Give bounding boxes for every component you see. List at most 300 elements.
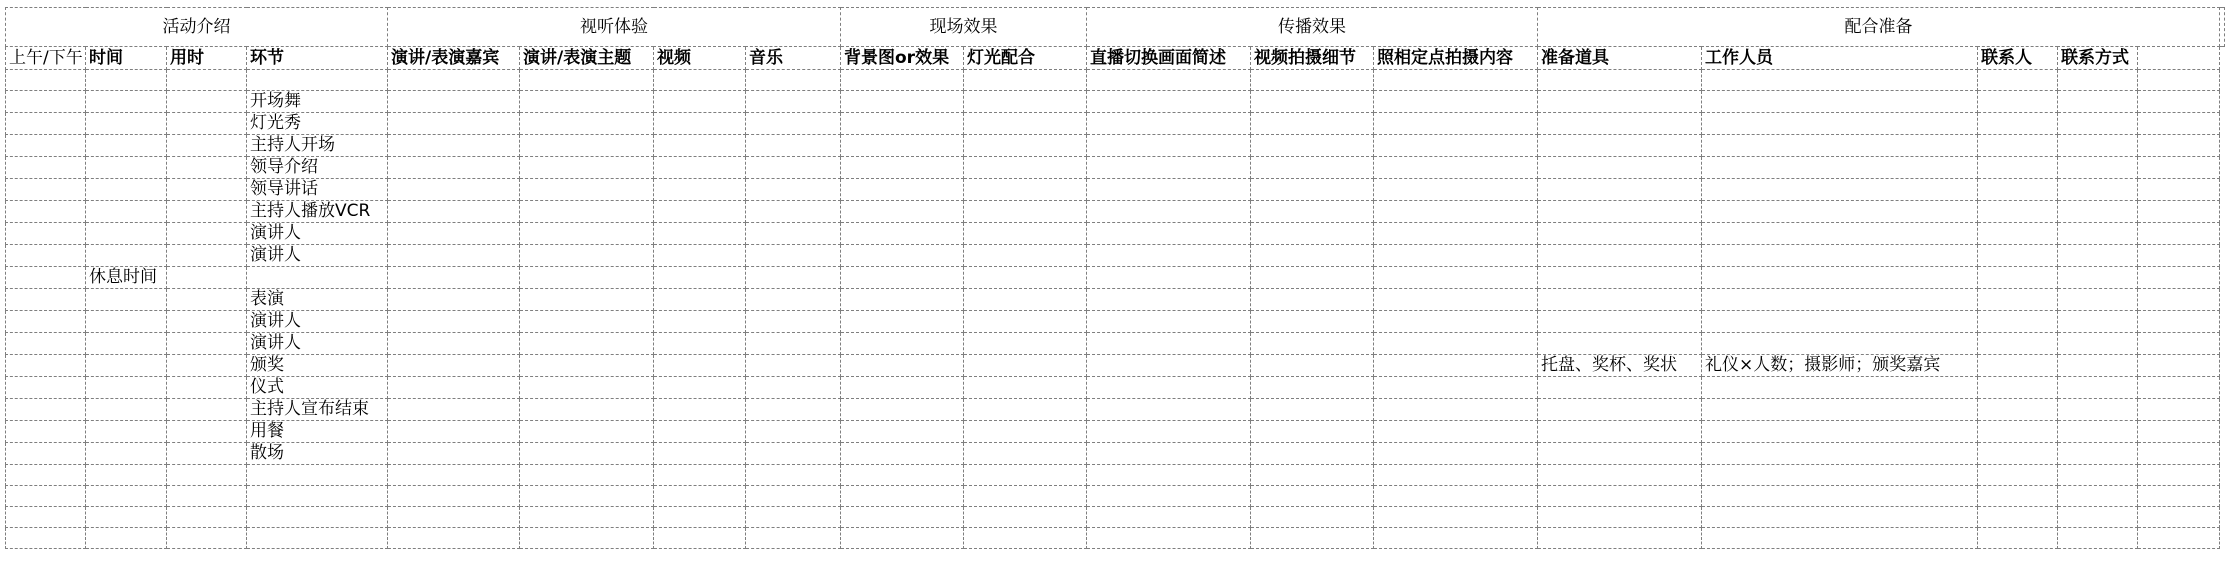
table-cell[interactable] bbox=[841, 157, 964, 179]
table-cell[interactable] bbox=[388, 311, 520, 333]
table-cell[interactable] bbox=[388, 135, 520, 157]
table-cell[interactable] bbox=[841, 399, 964, 421]
table-cell[interactable] bbox=[1538, 507, 1702, 528]
table-cell[interactable] bbox=[1978, 135, 2058, 157]
table-cell[interactable] bbox=[167, 223, 247, 245]
table-cell[interactable] bbox=[2058, 421, 2138, 443]
table-cell[interactable] bbox=[167, 245, 247, 267]
table-cell[interactable] bbox=[1702, 289, 1978, 311]
table-cell[interactable] bbox=[388, 528, 520, 549]
table-cell[interactable] bbox=[86, 377, 167, 399]
column-header-cell[interactable]: 准备道具 bbox=[1538, 47, 1702, 70]
table-cell[interactable] bbox=[388, 333, 520, 355]
table-cell[interactable] bbox=[2058, 135, 2138, 157]
table-cell[interactable] bbox=[841, 179, 964, 201]
table-cell[interactable] bbox=[167, 507, 247, 528]
table-cell[interactable] bbox=[1978, 421, 2058, 443]
table-cell[interactable] bbox=[746, 289, 841, 311]
table-cell[interactable] bbox=[1538, 486, 1702, 507]
table-cell[interactable] bbox=[2058, 355, 2138, 377]
table-cell[interactable]: 用餐 bbox=[247, 421, 388, 443]
table-cell[interactable] bbox=[86, 245, 167, 267]
group-header-empty-cell[interactable] bbox=[2220, 8, 2225, 47]
table-cell[interactable] bbox=[1251, 289, 1374, 311]
table-cell[interactable] bbox=[167, 157, 247, 179]
table-cell[interactable] bbox=[2138, 465, 2220, 486]
table-cell[interactable] bbox=[520, 333, 654, 355]
table-cell[interactable] bbox=[964, 113, 1087, 135]
table-cell[interactable]: 演讲人 bbox=[247, 333, 388, 355]
table-cell[interactable] bbox=[520, 486, 654, 507]
table-cell[interactable] bbox=[746, 421, 841, 443]
table-cell[interactable] bbox=[654, 201, 746, 223]
table-cell[interactable] bbox=[1251, 91, 1374, 113]
table-cell[interactable] bbox=[388, 179, 520, 201]
table-cell[interactable] bbox=[1087, 507, 1251, 528]
table-cell[interactable] bbox=[6, 201, 86, 223]
table-cell[interactable] bbox=[1087, 421, 1251, 443]
table-cell[interactable] bbox=[1087, 179, 1251, 201]
column-header-cell[interactable]: 灯光配合 bbox=[964, 47, 1087, 70]
table-cell[interactable] bbox=[6, 91, 86, 113]
table-cell[interactable] bbox=[1978, 179, 2058, 201]
table-cell[interactable] bbox=[654, 289, 746, 311]
table-cell[interactable] bbox=[167, 486, 247, 507]
table-cell[interactable] bbox=[964, 377, 1087, 399]
table-cell[interactable]: 开场舞 bbox=[247, 91, 388, 113]
column-header-cell[interactable]: 视频拍摄细节 bbox=[1251, 47, 1374, 70]
table-cell[interactable] bbox=[6, 399, 86, 421]
table-cell[interactable] bbox=[1978, 507, 2058, 528]
table-cell[interactable] bbox=[1702, 179, 1978, 201]
table-cell[interactable] bbox=[1087, 267, 1251, 289]
table-cell[interactable] bbox=[167, 267, 247, 289]
table-cell[interactable] bbox=[1538, 289, 1702, 311]
table-cell[interactable] bbox=[388, 355, 520, 377]
table-cell[interactable] bbox=[247, 528, 388, 549]
table-cell[interactable] bbox=[841, 377, 964, 399]
table-cell[interactable] bbox=[2058, 377, 2138, 399]
table-cell[interactable] bbox=[964, 289, 1087, 311]
table-cell[interactable] bbox=[2138, 201, 2220, 223]
table-cell[interactable] bbox=[1087, 157, 1251, 179]
table-cell[interactable] bbox=[167, 465, 247, 486]
table-cell[interactable] bbox=[746, 223, 841, 245]
table-cell[interactable] bbox=[841, 135, 964, 157]
table-cell[interactable] bbox=[1538, 311, 1702, 333]
table-cell[interactable] bbox=[247, 70, 388, 91]
table-cell[interactable] bbox=[1374, 135, 1538, 157]
table-cell[interactable] bbox=[2138, 377, 2220, 399]
table-cell[interactable] bbox=[841, 507, 964, 528]
table-cell[interactable] bbox=[1374, 399, 1538, 421]
table-cell[interactable] bbox=[520, 399, 654, 421]
column-header-cell[interactable]: 视频 bbox=[654, 47, 746, 70]
table-cell[interactable] bbox=[2058, 528, 2138, 549]
table-cell[interactable] bbox=[964, 91, 1087, 113]
table-cell[interactable] bbox=[1374, 267, 1538, 289]
table-cell[interactable] bbox=[86, 333, 167, 355]
table-cell[interactable] bbox=[1251, 201, 1374, 223]
table-cell[interactable] bbox=[520, 201, 654, 223]
table-cell[interactable] bbox=[1702, 157, 1978, 179]
column-header-cell[interactable]: 工作人员 bbox=[1702, 47, 1978, 70]
table-cell[interactable] bbox=[2138, 245, 2220, 267]
table-cell[interactable] bbox=[6, 311, 86, 333]
table-cell[interactable] bbox=[964, 201, 1087, 223]
table-cell[interactable] bbox=[520, 311, 654, 333]
table-cell[interactable] bbox=[86, 421, 167, 443]
column-header-cell[interactable]: 直播切换画面简述 bbox=[1087, 47, 1251, 70]
table-cell[interactable] bbox=[2058, 465, 2138, 486]
table-cell[interactable] bbox=[1702, 267, 1978, 289]
table-cell[interactable] bbox=[2138, 421, 2220, 443]
table-cell[interactable] bbox=[1702, 70, 1978, 91]
table-cell[interactable]: 休息时间 bbox=[86, 267, 167, 289]
table-cell[interactable] bbox=[86, 157, 167, 179]
table-cell[interactable] bbox=[1374, 333, 1538, 355]
table-cell[interactable] bbox=[654, 311, 746, 333]
table-cell[interactable] bbox=[654, 465, 746, 486]
table-cell[interactable] bbox=[388, 486, 520, 507]
table-cell[interactable] bbox=[964, 311, 1087, 333]
table-cell[interactable] bbox=[1702, 333, 1978, 355]
table-cell[interactable] bbox=[6, 333, 86, 355]
table-cell[interactable] bbox=[167, 91, 247, 113]
table-cell[interactable] bbox=[167, 70, 247, 91]
table-cell[interactable]: 表演 bbox=[247, 289, 388, 311]
table-cell[interactable] bbox=[86, 289, 167, 311]
table-cell[interactable] bbox=[2058, 223, 2138, 245]
table-cell[interactable] bbox=[388, 289, 520, 311]
table-cell[interactable] bbox=[167, 528, 247, 549]
table-cell[interactable] bbox=[1087, 289, 1251, 311]
table-cell[interactable] bbox=[841, 443, 964, 465]
table-cell[interactable] bbox=[167, 179, 247, 201]
table-cell[interactable] bbox=[1538, 528, 1702, 549]
table-cell[interactable] bbox=[6, 465, 86, 486]
table-cell[interactable] bbox=[654, 245, 746, 267]
table-cell[interactable] bbox=[964, 421, 1087, 443]
table-cell[interactable] bbox=[2138, 91, 2220, 113]
table-cell[interactable] bbox=[86, 135, 167, 157]
table-cell[interactable] bbox=[1374, 528, 1538, 549]
table-cell[interactable] bbox=[520, 113, 654, 135]
table-cell[interactable] bbox=[2058, 179, 2138, 201]
table-cell[interactable] bbox=[1978, 245, 2058, 267]
table-cell[interactable] bbox=[1087, 311, 1251, 333]
column-header-cell[interactable]: 背景图or效果 bbox=[841, 47, 964, 70]
table-cell[interactable] bbox=[520, 421, 654, 443]
table-cell[interactable] bbox=[1978, 201, 2058, 223]
table-cell[interactable] bbox=[6, 267, 86, 289]
table-cell[interactable] bbox=[1374, 289, 1538, 311]
table-cell[interactable] bbox=[1702, 245, 1978, 267]
table-cell[interactable] bbox=[388, 70, 520, 91]
table-cell[interactable] bbox=[2058, 201, 2138, 223]
table-cell[interactable] bbox=[746, 179, 841, 201]
table-cell[interactable] bbox=[1538, 113, 1702, 135]
table-cell[interactable] bbox=[654, 70, 746, 91]
table-cell[interactable] bbox=[964, 135, 1087, 157]
table-cell[interactable] bbox=[1251, 465, 1374, 486]
table-cell[interactable] bbox=[86, 443, 167, 465]
table-cell[interactable] bbox=[1702, 399, 1978, 421]
table-cell[interactable] bbox=[520, 91, 654, 113]
table-cell[interactable] bbox=[1087, 135, 1251, 157]
table-cell[interactable] bbox=[1702, 377, 1978, 399]
table-cell[interactable] bbox=[2138, 443, 2220, 465]
table-cell[interactable] bbox=[520, 443, 654, 465]
table-cell[interactable] bbox=[1374, 157, 1538, 179]
table-cell[interactable] bbox=[1978, 465, 2058, 486]
table-cell[interactable] bbox=[964, 333, 1087, 355]
table-cell[interactable] bbox=[654, 135, 746, 157]
table-cell[interactable] bbox=[841, 528, 964, 549]
table-cell[interactable] bbox=[746, 377, 841, 399]
table-cell[interactable] bbox=[841, 201, 964, 223]
table-cell[interactable] bbox=[520, 528, 654, 549]
table-cell[interactable] bbox=[2138, 267, 2220, 289]
table-cell[interactable] bbox=[86, 223, 167, 245]
table-cell[interactable] bbox=[841, 421, 964, 443]
table-cell[interactable] bbox=[86, 399, 167, 421]
table-cell[interactable] bbox=[654, 486, 746, 507]
table-cell[interactable] bbox=[746, 399, 841, 421]
table-cell[interactable] bbox=[167, 289, 247, 311]
table-cell[interactable] bbox=[2138, 311, 2220, 333]
table-cell[interactable] bbox=[1374, 179, 1538, 201]
table-cell[interactable] bbox=[2058, 267, 2138, 289]
table-cell[interactable] bbox=[1087, 486, 1251, 507]
table-cell[interactable] bbox=[841, 486, 964, 507]
group-header-cell[interactable]: 现场效果 bbox=[841, 8, 1087, 47]
table-cell[interactable] bbox=[1702, 528, 1978, 549]
table-cell[interactable] bbox=[2058, 289, 2138, 311]
table-cell[interactable] bbox=[1374, 377, 1538, 399]
table-cell[interactable] bbox=[1702, 201, 1978, 223]
table-cell[interactable] bbox=[1087, 333, 1251, 355]
table-cell[interactable] bbox=[520, 355, 654, 377]
table-cell[interactable] bbox=[654, 421, 746, 443]
table-cell[interactable] bbox=[1538, 223, 1702, 245]
table-cell[interactable] bbox=[841, 70, 964, 91]
table-cell[interactable] bbox=[1978, 443, 2058, 465]
table-cell[interactable] bbox=[1251, 443, 1374, 465]
table-cell[interactable] bbox=[841, 465, 964, 486]
table-cell[interactable] bbox=[1978, 267, 2058, 289]
table-cell[interactable] bbox=[1374, 507, 1538, 528]
table-cell[interactable] bbox=[1978, 70, 2058, 91]
table-cell[interactable] bbox=[86, 201, 167, 223]
table-cell[interactable] bbox=[654, 443, 746, 465]
table-cell[interactable] bbox=[2138, 507, 2220, 528]
table-cell[interactable] bbox=[654, 377, 746, 399]
table-cell[interactable] bbox=[746, 528, 841, 549]
table-cell[interactable] bbox=[1702, 135, 1978, 157]
table-cell[interactable] bbox=[746, 486, 841, 507]
table-cell[interactable] bbox=[1251, 157, 1374, 179]
table-cell[interactable] bbox=[1251, 311, 1374, 333]
table-cell[interactable] bbox=[520, 70, 654, 91]
table-cell[interactable] bbox=[2138, 528, 2220, 549]
table-cell[interactable] bbox=[1538, 267, 1702, 289]
table-cell[interactable] bbox=[2138, 486, 2220, 507]
table-cell[interactable] bbox=[1538, 157, 1702, 179]
table-cell[interactable] bbox=[6, 377, 86, 399]
table-cell[interactable] bbox=[1251, 245, 1374, 267]
table-cell[interactable] bbox=[167, 443, 247, 465]
table-cell[interactable] bbox=[2058, 113, 2138, 135]
table-cell[interactable] bbox=[86, 179, 167, 201]
table-cell[interactable] bbox=[86, 91, 167, 113]
table-cell[interactable] bbox=[388, 113, 520, 135]
table-cell[interactable] bbox=[167, 135, 247, 157]
table-cell[interactable] bbox=[2138, 223, 2220, 245]
table-cell[interactable] bbox=[746, 311, 841, 333]
table-cell[interactable]: 颁奖 bbox=[247, 355, 388, 377]
table-cell[interactable] bbox=[654, 333, 746, 355]
column-header-cell[interactable]: 照相定点拍摄内容 bbox=[1374, 47, 1538, 70]
column-header-cell[interactable]: 用时 bbox=[167, 47, 247, 70]
table-cell[interactable] bbox=[964, 70, 1087, 91]
table-cell[interactable] bbox=[6, 421, 86, 443]
table-cell[interactable] bbox=[2058, 486, 2138, 507]
table-cell[interactable] bbox=[841, 223, 964, 245]
table-cell[interactable] bbox=[1374, 421, 1538, 443]
table-cell[interactable] bbox=[1702, 223, 1978, 245]
table-cell[interactable] bbox=[1251, 179, 1374, 201]
table-cell[interactable] bbox=[654, 113, 746, 135]
table-cell[interactable] bbox=[388, 245, 520, 267]
table-cell[interactable]: 领导讲话 bbox=[247, 179, 388, 201]
table-cell[interactable] bbox=[1538, 443, 1702, 465]
table-cell[interactable] bbox=[1538, 377, 1702, 399]
table-cell[interactable]: 礼仪×人数；摄影师；颁奖嘉宾 bbox=[1702, 355, 1978, 377]
table-cell[interactable] bbox=[6, 223, 86, 245]
table-cell[interactable] bbox=[1087, 201, 1251, 223]
table-cell[interactable] bbox=[6, 135, 86, 157]
column-header-cell[interactable]: 音乐 bbox=[746, 47, 841, 70]
table-cell[interactable] bbox=[388, 157, 520, 179]
table-cell[interactable] bbox=[1702, 113, 1978, 135]
table-cell[interactable] bbox=[6, 113, 86, 135]
table-cell[interactable] bbox=[6, 70, 86, 91]
table-cell[interactable] bbox=[746, 465, 841, 486]
table-cell[interactable] bbox=[841, 289, 964, 311]
table-cell[interactable] bbox=[1978, 157, 2058, 179]
table-cell[interactable] bbox=[654, 91, 746, 113]
table-cell[interactable] bbox=[654, 528, 746, 549]
table-cell[interactable] bbox=[1374, 113, 1538, 135]
table-cell[interactable] bbox=[1702, 507, 1978, 528]
table-cell[interactable] bbox=[167, 311, 247, 333]
table-cell[interactable] bbox=[167, 421, 247, 443]
table-cell[interactable] bbox=[1538, 421, 1702, 443]
table-cell[interactable] bbox=[1538, 399, 1702, 421]
table-cell[interactable] bbox=[6, 528, 86, 549]
table-cell[interactable] bbox=[1251, 113, 1374, 135]
table-cell[interactable]: 演讲人 bbox=[247, 311, 388, 333]
table-cell[interactable] bbox=[654, 267, 746, 289]
table-cell[interactable] bbox=[1374, 223, 1538, 245]
table-cell[interactable]: 灯光秀 bbox=[247, 113, 388, 135]
table-cell[interactable] bbox=[746, 91, 841, 113]
table-cell[interactable] bbox=[1087, 528, 1251, 549]
table-cell[interactable] bbox=[520, 267, 654, 289]
table-cell[interactable] bbox=[2138, 333, 2220, 355]
table-cell[interactable] bbox=[2058, 157, 2138, 179]
table-cell[interactable] bbox=[2058, 70, 2138, 91]
column-header-cell[interactable]: 联系人 bbox=[1978, 47, 2058, 70]
table-cell[interactable] bbox=[86, 528, 167, 549]
table-cell[interactable]: 领导介绍 bbox=[247, 157, 388, 179]
table-cell[interactable] bbox=[1374, 201, 1538, 223]
table-cell[interactable] bbox=[247, 267, 388, 289]
table-cell[interactable] bbox=[247, 486, 388, 507]
table-cell[interactable] bbox=[1087, 91, 1251, 113]
table-cell[interactable] bbox=[1538, 179, 1702, 201]
table-cell[interactable] bbox=[86, 507, 167, 528]
table-cell[interactable] bbox=[388, 443, 520, 465]
table-cell[interactable] bbox=[964, 399, 1087, 421]
table-cell[interactable] bbox=[746, 135, 841, 157]
table-cell[interactable] bbox=[1374, 355, 1538, 377]
table-cell[interactable] bbox=[1374, 91, 1538, 113]
table-cell[interactable] bbox=[746, 245, 841, 267]
table-cell[interactable] bbox=[520, 507, 654, 528]
table-cell[interactable] bbox=[86, 465, 167, 486]
table-cell[interactable] bbox=[1538, 91, 1702, 113]
table-cell[interactable] bbox=[1978, 91, 2058, 113]
table-cell[interactable] bbox=[1374, 70, 1538, 91]
table-cell[interactable] bbox=[1978, 113, 2058, 135]
table-cell[interactable] bbox=[841, 267, 964, 289]
table-cell[interactable] bbox=[6, 443, 86, 465]
table-cell[interactable] bbox=[964, 465, 1087, 486]
table-cell[interactable] bbox=[1538, 70, 1702, 91]
table-cell[interactable] bbox=[1538, 201, 1702, 223]
table-cell[interactable]: 演讲人 bbox=[247, 223, 388, 245]
table-cell[interactable] bbox=[1538, 245, 1702, 267]
table-cell[interactable] bbox=[964, 528, 1087, 549]
table-cell[interactable]: 主持人播放VCR bbox=[247, 201, 388, 223]
table-cell[interactable] bbox=[520, 157, 654, 179]
table-cell[interactable] bbox=[1978, 289, 2058, 311]
table-cell[interactable] bbox=[1702, 421, 1978, 443]
table-cell[interactable] bbox=[1702, 486, 1978, 507]
table-cell[interactable] bbox=[2138, 113, 2220, 135]
table-cell[interactable] bbox=[746, 201, 841, 223]
table-cell[interactable] bbox=[2138, 135, 2220, 157]
column-header-cell[interactable]: 上午/下午 bbox=[6, 47, 86, 70]
table-cell[interactable] bbox=[746, 507, 841, 528]
table-cell[interactable] bbox=[86, 355, 167, 377]
table-cell[interactable] bbox=[746, 267, 841, 289]
table-cell[interactable] bbox=[746, 333, 841, 355]
table-cell[interactable] bbox=[2138, 157, 2220, 179]
table-cell[interactable] bbox=[1978, 399, 2058, 421]
table-cell[interactable] bbox=[2058, 443, 2138, 465]
table-cell[interactable] bbox=[1251, 399, 1374, 421]
table-cell[interactable] bbox=[841, 91, 964, 113]
column-header-cell[interactable] bbox=[2138, 47, 2220, 70]
table-cell[interactable] bbox=[2058, 91, 2138, 113]
table-cell[interactable] bbox=[1251, 421, 1374, 443]
table-cell[interactable] bbox=[1087, 223, 1251, 245]
table-cell[interactable] bbox=[6, 486, 86, 507]
table-cell[interactable] bbox=[964, 245, 1087, 267]
